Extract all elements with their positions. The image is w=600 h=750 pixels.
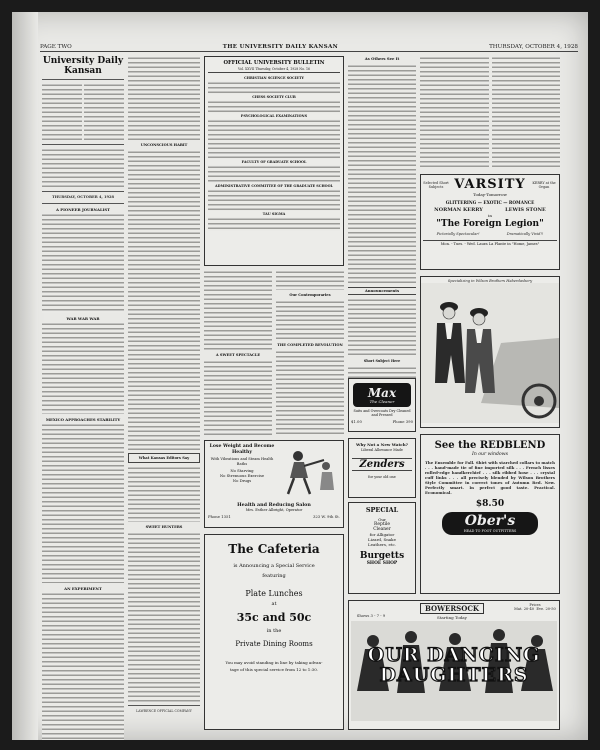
article-heading: UNCONSCIOUS HABIT [140, 143, 188, 147]
max-line: Suits and Overcoats Dry Cleaned and Pressed [353, 409, 411, 417]
burgetts-line: for Alligator [369, 532, 395, 537]
obers-brand: Ober's [464, 513, 516, 529]
zenders-line: Liberal Allowance Made [361, 448, 403, 452]
max-sub: The Cleaner [369, 398, 395, 404]
newspaper-title: THE UNIVERSITY DAILY KANSAN [222, 43, 339, 50]
burgetts-ad [348, 502, 416, 594]
lose-weight-point: No Drugs [232, 478, 252, 484]
varsity-left-note: Selected Short Subjects [423, 180, 449, 189]
cafeteria-note: tage of this special service from 12 to 1:30. [229, 667, 319, 672]
bowersock-ad [348, 600, 560, 730]
bulletin-heading: CHESS SOCIETY CLUB [252, 94, 296, 99]
varsity-name: VARSITY [454, 177, 526, 192]
redblend-ad [420, 434, 560, 594]
masthead: University Daily Kansan [42, 56, 124, 76]
bulletin-heading: FACULTY OF GRADUATE SCHOOL [241, 159, 307, 164]
movie-title-line1: OUR DANCING [367, 644, 541, 666]
fashion-illustration [421, 283, 559, 423]
varsity-tag: Dramatically Vivid!! [506, 232, 544, 236]
bulletin-heading: TAU SIGMA [262, 211, 286, 216]
redblend-sub: In our windows [472, 452, 508, 457]
lose-weight-headline: Lose Weight and Become Healthy [209, 444, 275, 455]
max-name: Max [367, 385, 397, 400]
movie-title-line2: DAUGHTERS [379, 664, 529, 686]
page-number: PAGE TWO [40, 43, 72, 50]
article-heading: THE COMPLETED REVOLUTION [277, 343, 343, 347]
column-3b [276, 270, 344, 435]
varsity-right-note: KERRY at the Organ [532, 180, 556, 189]
bowersock-shows: Shows 3 - 7 - 9 [356, 613, 386, 618]
lose-weight-point: No Strenuous Exercise [219, 473, 265, 479]
burgetts-line: Reptile [374, 522, 390, 527]
burgetts-line: Lizard, Snake [368, 537, 396, 542]
salon-phone: Phone 1351 [208, 514, 231, 519]
varsity-footer: Mon. - Tues. - Wed. Laura La Plante in "Home, James" [423, 240, 557, 246]
bowersock-prices-label: Prices [529, 603, 541, 607]
salon-name: Health and Reducing Salon [237, 502, 311, 508]
article-heading: A SWEET SPECTACLE [215, 353, 261, 357]
article-heading: Short Subject Here [363, 359, 401, 363]
lose-weight-ad [204, 440, 344, 528]
max-price: $1.00 [351, 419, 362, 424]
editorial-date: THURSDAY, OCTOBER 4, 1928 [52, 195, 114, 199]
max-cleaner-ad [348, 378, 416, 432]
article-heading: Our Contemporaries [289, 293, 331, 297]
zenders-brand: Zenders [352, 458, 412, 471]
page-edge-shadow [12, 12, 38, 740]
varsity-subtitle: Today-Tomorrow [473, 192, 507, 197]
obers-logo [442, 512, 538, 535]
varsity-star: NORMAN KERRY [434, 207, 483, 213]
zenders-ad [348, 438, 416, 498]
column-2 [128, 56, 200, 740]
varsity-in: in [488, 213, 492, 218]
varsity-ad [420, 174, 560, 270]
column-3a [204, 270, 272, 435]
redblend-title: See the REDBLEND [434, 440, 546, 451]
cafeteria-plate: Plate Lunches [245, 589, 303, 598]
burgetts-title: SPECIAL [365, 506, 399, 514]
bowersock-evening-price: Eve. 20-50 [536, 607, 556, 611]
bulletin-issue: Vol. XXVII Thursday, October 4, 1928 No. 16 [208, 67, 340, 73]
editors-box [128, 453, 200, 463]
editors-box-title: What Kansas Editors Say [138, 456, 190, 460]
editorial-heading: MEXICO APPROACHES STABILITY [45, 416, 121, 422]
burgetts-brand: Burgetts [359, 551, 405, 561]
burgetts-shop: SHOE SHOP [366, 561, 398, 566]
salon-address: 323 W. 9th St. [312, 514, 340, 519]
editorial-heading: WAR WAR WAR [66, 315, 100, 321]
burgetts-line: Cleaner [373, 527, 391, 532]
bulletin-heading: CHRISTIAN SCIENCE SOCIETY [244, 75, 304, 80]
article-heading: Announcements [348, 287, 416, 295]
cafeteria-line: featuring [262, 573, 286, 579]
article-heading: As Others See It [364, 56, 400, 61]
wilson-caption: Specializing in Wilson Brothers Haberdashery [447, 279, 533, 283]
cafeteria-title: The Cafeteria [228, 542, 320, 556]
zenders-line: Why Not a New Watch? [356, 442, 408, 447]
burgetts-line: Leathers, etc. [368, 542, 396, 547]
obers-tagline: HEAD TO FOOT OUTFITTERS [463, 529, 517, 533]
burgetts-line: Our [378, 517, 386, 522]
bowersock-matinee-price: Mat. 20-40 [514, 607, 535, 611]
bulletin-title: OFFICIAL UNIVERSITY BULLETIN [223, 60, 325, 66]
exercise-illustration [280, 444, 340, 498]
zenders-line: for your old one [368, 475, 396, 479]
varsity-tagline: GLITTERING — EXOTIC — ROMANCE [445, 200, 535, 205]
lose-weight-point: No Starving [230, 468, 254, 474]
publisher-footer: LAWRENCE OFFICIAL COMPANY [136, 709, 192, 713]
cafeteria-prices: 35c and 50c [236, 611, 312, 624]
varsity-star: LEWIS STONE [505, 207, 546, 213]
newspaper-page [12, 12, 588, 740]
cafeteria-ad [204, 534, 344, 730]
cafeteria-line: is Announcing a Special Service [233, 563, 315, 569]
max-logo [353, 383, 411, 407]
column-1 [42, 56, 124, 740]
varsity-feature: "The Foreign Legion" [436, 219, 544, 229]
movie-title [349, 645, 559, 685]
bulletin-heading: ADMINISTRATIVE COMMITTEE OF THE GRADUATE SCHOOL [215, 183, 333, 188]
salon-operator: Mrs. Esther Albright, Operator [245, 508, 303, 512]
cafeteria-rooms: Private Dining Rooms [235, 640, 313, 648]
column-4 [348, 56, 416, 426]
cafeteria-note: You may avoid standing in line by taking advan- [225, 660, 323, 665]
editorial-heading: AN EXPERIMENT [64, 585, 102, 591]
page-header [40, 42, 578, 52]
bowersock-starting: Starting Today [437, 615, 467, 620]
max-phone: Phone 390 [392, 419, 413, 424]
cafeteria-line: at [271, 601, 277, 607]
redblend-price: $8.50 [475, 499, 505, 509]
cafeteria-line: in the [266, 628, 282, 634]
editorial-heading: A PIONEER JOURNALIST [56, 206, 110, 212]
varsity-tag: Pictorially Spectacular! [436, 232, 480, 236]
issue-date: THURSDAY, OCTOBER 4, 1928 [489, 43, 578, 50]
article-heading: SWEET HUNTERS [145, 525, 183, 529]
redblend-body: The Ensemble for Fall. Shirt with starched collars to match . . . hand-made tie of fine imported silk . . . French lisses rolled-edge handkerchief . . . silk ribbed hose . . . crystal cuff links . . . all precisely blended by Wilson Brothers Style Committee in correct tones of Autumn Red. New. Perfectly smart. In perfect good taste. Practical. Economical. [425, 460, 555, 495]
bulletin-heading: PSYCHOLOGICAL EXAMINATIONS [240, 113, 308, 118]
wilson-ad [420, 276, 560, 428]
lose-weight-sub: With Vibrations and Steam Health Baths [210, 457, 274, 466]
bowersock-name: BOWERSOCK [420, 603, 484, 614]
column-5 [420, 56, 560, 168]
university-bulletin [204, 56, 344, 266]
